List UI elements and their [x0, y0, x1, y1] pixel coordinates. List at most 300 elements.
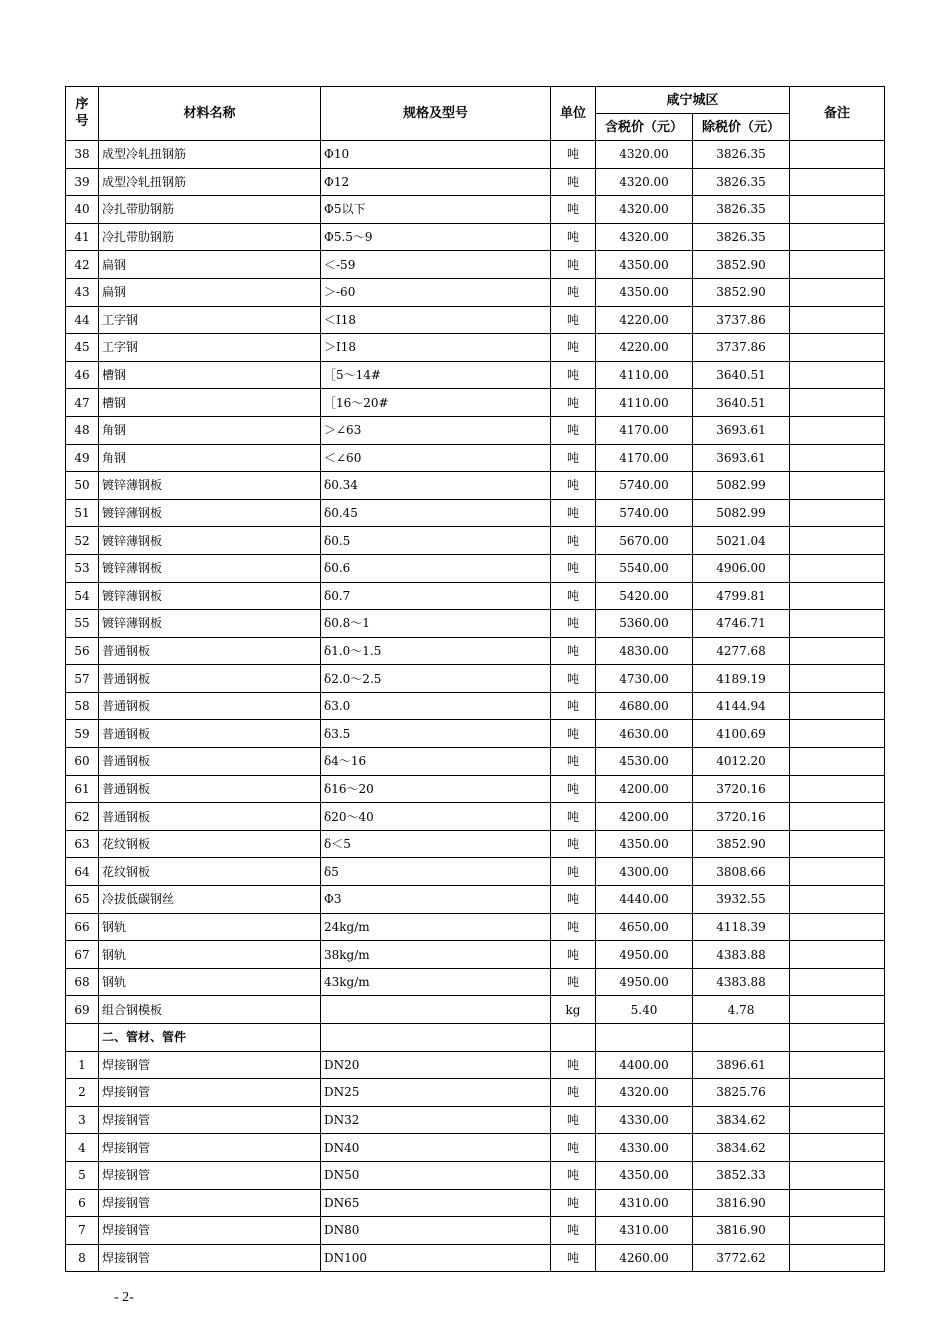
cell-price-tax: 4170.00: [596, 444, 693, 472]
cell-price-notax: 3640.51: [693, 389, 790, 417]
cell-no: 55: [66, 610, 99, 638]
cell-price-tax: 4320.00: [596, 196, 693, 224]
cell-spec: Φ5以下: [321, 196, 551, 224]
cell-no: 40: [66, 196, 99, 224]
cell-price-tax: 5670.00: [596, 527, 693, 555]
cell-price-notax: 4100.69: [693, 720, 790, 748]
cell-no: 62: [66, 803, 99, 831]
cell-price-tax: 4310.00: [596, 1189, 693, 1217]
table-row: [66, 996, 885, 1024]
cell-unit: 吨: [551, 582, 596, 610]
table-row: [66, 610, 885, 638]
cell-note: [790, 775, 885, 803]
cell-spec: Φ12: [321, 168, 551, 196]
cell-unit: 吨: [551, 941, 596, 969]
cell-note: [790, 803, 885, 831]
cell-spec: DN50: [321, 1161, 551, 1189]
header-spec: 规格及型号: [321, 87, 551, 141]
cell-spec: ＜∠60: [321, 444, 551, 472]
cell-note: [790, 472, 885, 500]
cell-spec: Φ5.5～9: [321, 223, 551, 251]
cell-note: [790, 968, 885, 996]
header-price-notax: 除税价（元）: [693, 114, 790, 141]
cell-note: [790, 1161, 885, 1189]
cell-no: 65: [66, 886, 99, 914]
cell-name: 镀锌薄钢板: [99, 527, 321, 555]
cell-unit: 吨: [551, 223, 596, 251]
cell-note: [790, 306, 885, 334]
cell-unit: 吨: [551, 637, 596, 665]
cell-unit: [551, 1024, 596, 1052]
cell-price-tax: 4320.00: [596, 168, 693, 196]
cell-unit: 吨: [551, 444, 596, 472]
cell-price-notax: 4277.68: [693, 637, 790, 665]
cell-price-tax: 4320.00: [596, 141, 693, 169]
table-row: [66, 472, 885, 500]
cell-unit: 吨: [551, 554, 596, 582]
cell-price-tax: 4530.00: [596, 748, 693, 776]
cell-spec: δ0.8～1: [321, 610, 551, 638]
cell-no: 64: [66, 858, 99, 886]
cell-name: 焊接钢管: [99, 1106, 321, 1134]
cell-name: 槽钢: [99, 361, 321, 389]
cell-spec: 43kg/m: [321, 968, 551, 996]
cell-unit: 吨: [551, 775, 596, 803]
table-row: [66, 416, 885, 444]
cell-price-notax: 3852.90: [693, 830, 790, 858]
cell-unit: 吨: [551, 968, 596, 996]
cell-unit: 吨: [551, 1051, 596, 1079]
cell-name: 槽钢: [99, 389, 321, 417]
cell-unit: 吨: [551, 251, 596, 279]
cell-no: 63: [66, 830, 99, 858]
cell-unit: 吨: [551, 416, 596, 444]
cell-name: 成型冷轧扭钢筋: [99, 141, 321, 169]
cell-unit: 吨: [551, 1079, 596, 1107]
cell-price-notax: 4189.19: [693, 665, 790, 693]
table-row: [66, 1106, 885, 1134]
table-row: [66, 196, 885, 224]
cell-price-notax: 3826.35: [693, 196, 790, 224]
header-no: [66, 87, 99, 141]
cell-no: 57: [66, 665, 99, 693]
cell-unit: 吨: [551, 141, 596, 169]
table-row: [66, 720, 885, 748]
cell-unit: 吨: [551, 1161, 596, 1189]
cell-note: [790, 278, 885, 306]
cell-unit: 吨: [551, 196, 596, 224]
cell-price-notax: 3852.90: [693, 278, 790, 306]
cell-spec: DN32: [321, 1106, 551, 1134]
cell-no: 56: [66, 637, 99, 665]
cell-price-tax: 4200.00: [596, 775, 693, 803]
cell-price-notax: 3816.90: [693, 1189, 790, 1217]
cell-price-notax: 3693.61: [693, 444, 790, 472]
cell-name: 普通钢板: [99, 748, 321, 776]
cell-name: 镀锌薄钢板: [99, 472, 321, 500]
cell-spec: δ3.0: [321, 692, 551, 720]
cell-note: [790, 886, 885, 914]
cell-price-tax: 4350.00: [596, 830, 693, 858]
cell-no: 54: [66, 582, 99, 610]
cell-note: [790, 1079, 885, 1107]
cell-unit: 吨: [551, 361, 596, 389]
cell-name: 扁钢: [99, 251, 321, 279]
cell-note: [790, 334, 885, 362]
cell-price-tax: 4320.00: [596, 1079, 693, 1107]
cell-note: [790, 1217, 885, 1245]
cell-name: 钢轨: [99, 913, 321, 941]
cell-no: 68: [66, 968, 99, 996]
cell-name: 焊接钢管: [99, 1161, 321, 1189]
cell-price-tax: 4680.00: [596, 692, 693, 720]
cell-no: 67: [66, 941, 99, 969]
cell-unit: 吨: [551, 1244, 596, 1272]
table-row: [66, 692, 885, 720]
cell-price-tax: 4170.00: [596, 416, 693, 444]
cell-no: 6: [66, 1189, 99, 1217]
cell-no: 60: [66, 748, 99, 776]
cell-spec: δ0.6: [321, 554, 551, 582]
cell-spec: ［5～14#: [321, 361, 551, 389]
cell-no: 2: [66, 1079, 99, 1107]
cell-spec: δ5: [321, 858, 551, 886]
cell-note: [790, 444, 885, 472]
table-row: [66, 251, 885, 279]
cell-note: [790, 1244, 885, 1272]
cell-spec: DN100: [321, 1244, 551, 1272]
cell-spec: 24kg/m: [321, 913, 551, 941]
cell-price-notax: 5021.04: [693, 527, 790, 555]
table-row: [66, 886, 885, 914]
cell-spec: δ4～16: [321, 748, 551, 776]
cell-note: [790, 554, 885, 582]
table-row: [66, 858, 885, 886]
cell-name: 角钢: [99, 416, 321, 444]
cell-name: 二、管材、管件: [99, 1024, 321, 1052]
cell-name: 镀锌薄钢板: [99, 554, 321, 582]
cell-note: [790, 748, 885, 776]
cell-note: [790, 389, 885, 417]
cell-price-notax: 4906.00: [693, 554, 790, 582]
cell-price-notax: 3693.61: [693, 416, 790, 444]
page-number: - 2-: [114, 1290, 134, 1305]
cell-name: 焊接钢管: [99, 1134, 321, 1162]
cell-spec: ［16～20#: [321, 389, 551, 417]
cell-price-notax: 3826.35: [693, 223, 790, 251]
cell-no: 50: [66, 472, 99, 500]
cell-no: 43: [66, 278, 99, 306]
cell-spec: ＞∠63: [321, 416, 551, 444]
cell-note: [790, 1024, 885, 1052]
cell-name: 镀锌薄钢板: [99, 582, 321, 610]
cell-no: 59: [66, 720, 99, 748]
table-row: [66, 278, 885, 306]
cell-spec: δ0.45: [321, 499, 551, 527]
cell-price-tax: 4320.00: [596, 223, 693, 251]
cell-price-notax: 3772.62: [693, 1244, 790, 1272]
cell-no: [66, 1024, 99, 1052]
cell-name: 钢轨: [99, 968, 321, 996]
table-row: [66, 637, 885, 665]
cell-price-tax: 4300.00: [596, 858, 693, 886]
header-note: 备注: [790, 87, 885, 141]
cell-spec: ＜Ⅰ18: [321, 306, 551, 334]
table-row: [66, 527, 885, 555]
cell-price-notax: 4.78: [693, 996, 790, 1024]
cell-price-tax: 4110.00: [596, 389, 693, 417]
cell-price-notax: 3737.86: [693, 306, 790, 334]
cell-price-notax: 3816.90: [693, 1217, 790, 1245]
cell-spec: δ0.34: [321, 472, 551, 500]
cell-name: 花纹钢板: [99, 830, 321, 858]
table-row: [66, 361, 885, 389]
table-row: [66, 499, 885, 527]
cell-note: [790, 665, 885, 693]
cell-spec: [321, 1024, 551, 1052]
cell-price-notax: 4799.81: [693, 582, 790, 610]
table-row: [66, 1161, 885, 1189]
cell-no: 51: [66, 499, 99, 527]
cell-unit: 吨: [551, 692, 596, 720]
cell-note: [790, 941, 885, 969]
cell-price-notax: 3737.86: [693, 334, 790, 362]
table-row: [66, 168, 885, 196]
cell-note: [790, 141, 885, 169]
cell-price-notax: 3826.35: [693, 168, 790, 196]
header-name: 材料名称: [99, 87, 321, 141]
cell-name: 冷扎带肋钢筋: [99, 196, 321, 224]
cell-name: 普通钢板: [99, 692, 321, 720]
cell-price-notax: 4746.71: [693, 610, 790, 638]
cell-spec: Φ3: [321, 886, 551, 914]
cell-note: [790, 196, 885, 224]
cell-no: 66: [66, 913, 99, 941]
cell-name: 镀锌薄钢板: [99, 610, 321, 638]
cell-price-tax: [596, 1024, 693, 1052]
cell-name: 钢轨: [99, 941, 321, 969]
cell-unit: 吨: [551, 527, 596, 555]
cell-price-notax: 3720.16: [693, 775, 790, 803]
cell-price-tax: 4650.00: [596, 913, 693, 941]
table-row: [66, 1079, 885, 1107]
cell-name: 普通钢板: [99, 665, 321, 693]
cell-spec: δ20～40: [321, 803, 551, 831]
cell-price-tax: 4310.00: [596, 1217, 693, 1245]
cell-price-notax: 3932.55: [693, 886, 790, 914]
cell-price-tax: 4350.00: [596, 251, 693, 279]
cell-name: 成型冷轧扭钢筋: [99, 168, 321, 196]
cell-price-notax: 3834.62: [693, 1134, 790, 1162]
cell-price-tax: 4110.00: [596, 361, 693, 389]
cell-note: [790, 251, 885, 279]
cell-price-notax: 3896.61: [693, 1051, 790, 1079]
cell-note: [790, 637, 885, 665]
table-row: [66, 1244, 885, 1272]
cell-unit: 吨: [551, 1217, 596, 1245]
cell-price-notax: 4383.88: [693, 941, 790, 969]
cell-spec: Φ10: [321, 141, 551, 169]
cell-unit: 吨: [551, 306, 596, 334]
cell-no: 42: [66, 251, 99, 279]
cell-price-tax: 4830.00: [596, 637, 693, 665]
cell-unit: 吨: [551, 1106, 596, 1134]
cell-unit: 吨: [551, 168, 596, 196]
cell-name: 焊接钢管: [99, 1051, 321, 1079]
table-row: [66, 582, 885, 610]
cell-no: 47: [66, 389, 99, 417]
cell-price-tax: 4220.00: [596, 334, 693, 362]
cell-no: 46: [66, 361, 99, 389]
cell-no: 3: [66, 1106, 99, 1134]
cell-name: 普通钢板: [99, 775, 321, 803]
table-row: [66, 1051, 885, 1079]
cell-unit: 吨: [551, 278, 596, 306]
cell-name: 角钢: [99, 444, 321, 472]
cell-spec: [321, 996, 551, 1024]
cell-note: [790, 223, 885, 251]
cell-no: 69: [66, 996, 99, 1024]
section-row: [66, 1024, 885, 1052]
cell-name: 焊接钢管: [99, 1189, 321, 1217]
cell-spec: δ1.0～1.5: [321, 637, 551, 665]
cell-note: [790, 416, 885, 444]
cell-spec: DN20: [321, 1051, 551, 1079]
cell-price-tax: 4350.00: [596, 1161, 693, 1189]
cell-note: [790, 1134, 885, 1162]
cell-name: 冷扎带肋钢筋: [99, 223, 321, 251]
table-row: [66, 389, 885, 417]
cell-note: [790, 1051, 885, 1079]
cell-spec: DN40: [321, 1134, 551, 1162]
cell-no: 44: [66, 306, 99, 334]
cell-name: 扁钢: [99, 278, 321, 306]
cell-price-notax: 3640.51: [693, 361, 790, 389]
cell-note: [790, 1106, 885, 1134]
cell-name: 普通钢板: [99, 637, 321, 665]
table-row: [66, 306, 885, 334]
cell-price-tax: 4350.00: [596, 278, 693, 306]
cell-unit: 吨: [551, 499, 596, 527]
header-no-text: 序号: [75, 97, 89, 129]
cell-price-notax: 5082.99: [693, 472, 790, 500]
table-row: [66, 775, 885, 803]
cell-spec: δ＜5: [321, 830, 551, 858]
cell-spec: 38kg/m: [321, 941, 551, 969]
cell-note: [790, 361, 885, 389]
cell-price-tax: 4220.00: [596, 306, 693, 334]
cell-no: 1: [66, 1051, 99, 1079]
cell-unit: 吨: [551, 803, 596, 831]
cell-note: [790, 830, 885, 858]
cell-no: 8: [66, 1244, 99, 1272]
cell-spec: DN65: [321, 1189, 551, 1217]
cell-spec: δ16～20: [321, 775, 551, 803]
cell-price-tax: 5.40: [596, 996, 693, 1024]
table-row: [66, 554, 885, 582]
cell-name: 工字钢: [99, 334, 321, 362]
header-unit: 单位: [551, 87, 596, 141]
table-body: [66, 141, 885, 1272]
cell-note: [790, 610, 885, 638]
header-price-tax: 含税价（元）: [596, 114, 693, 141]
cell-no: 39: [66, 168, 99, 196]
cell-note: [790, 692, 885, 720]
cell-no: 52: [66, 527, 99, 555]
price-table: [65, 86, 885, 1272]
cell-price-tax: 4330.00: [596, 1106, 693, 1134]
cell-unit: 吨: [551, 830, 596, 858]
cell-spec: δ0.5: [321, 527, 551, 555]
cell-price-notax: 3852.33: [693, 1161, 790, 1189]
table-row: [66, 748, 885, 776]
cell-price-tax: 4630.00: [596, 720, 693, 748]
cell-price-notax: 3825.76: [693, 1079, 790, 1107]
cell-price-notax: 4118.39: [693, 913, 790, 941]
cell-price-notax: 3826.35: [693, 141, 790, 169]
cell-note: [790, 996, 885, 1024]
cell-no: 45: [66, 334, 99, 362]
cell-unit: 吨: [551, 389, 596, 417]
table-row: [66, 665, 885, 693]
cell-price-notax: 5082.99: [693, 499, 790, 527]
cell-unit: 吨: [551, 1134, 596, 1162]
table-row: [66, 803, 885, 831]
table-row: [66, 913, 885, 941]
cell-price-notax: 3720.16: [693, 803, 790, 831]
table-row: [66, 1189, 885, 1217]
cell-no: 49: [66, 444, 99, 472]
cell-price-tax: 4200.00: [596, 803, 693, 831]
table-row: [66, 223, 885, 251]
cell-price-tax: 5360.00: [596, 610, 693, 638]
cell-spec: ＜-59: [321, 251, 551, 279]
table-row: [66, 968, 885, 996]
cell-price-tax: 5540.00: [596, 554, 693, 582]
table-row: [66, 1134, 885, 1162]
cell-unit: 吨: [551, 610, 596, 638]
cell-price-tax: 4330.00: [596, 1134, 693, 1162]
cell-no: 7: [66, 1217, 99, 1245]
cell-price-notax: [693, 1024, 790, 1052]
table-row: [66, 941, 885, 969]
cell-name: 焊接钢管: [99, 1244, 321, 1272]
cell-note: [790, 913, 885, 941]
cell-price-notax: 3834.62: [693, 1106, 790, 1134]
cell-unit: 吨: [551, 1189, 596, 1217]
cell-no: 5: [66, 1161, 99, 1189]
cell-no: 41: [66, 223, 99, 251]
table-row: [66, 444, 885, 472]
cell-price-tax: 5740.00: [596, 472, 693, 500]
cell-note: [790, 1189, 885, 1217]
cell-name: 焊接钢管: [99, 1217, 321, 1245]
table-row: [66, 334, 885, 362]
cell-name: 普通钢板: [99, 720, 321, 748]
cell-name: 组合钢模板: [99, 996, 321, 1024]
cell-note: [790, 582, 885, 610]
cell-price-tax: 5740.00: [596, 499, 693, 527]
cell-name: 工字钢: [99, 306, 321, 334]
cell-spec: ＞Ⅰ18: [321, 334, 551, 362]
cell-price-tax: 4260.00: [596, 1244, 693, 1272]
cell-note: [790, 168, 885, 196]
cell-spec: δ0.7: [321, 582, 551, 610]
cell-note: [790, 499, 885, 527]
cell-spec: DN25: [321, 1079, 551, 1107]
cell-price-notax: 3808.66: [693, 858, 790, 886]
cell-price-tax: 4440.00: [596, 886, 693, 914]
